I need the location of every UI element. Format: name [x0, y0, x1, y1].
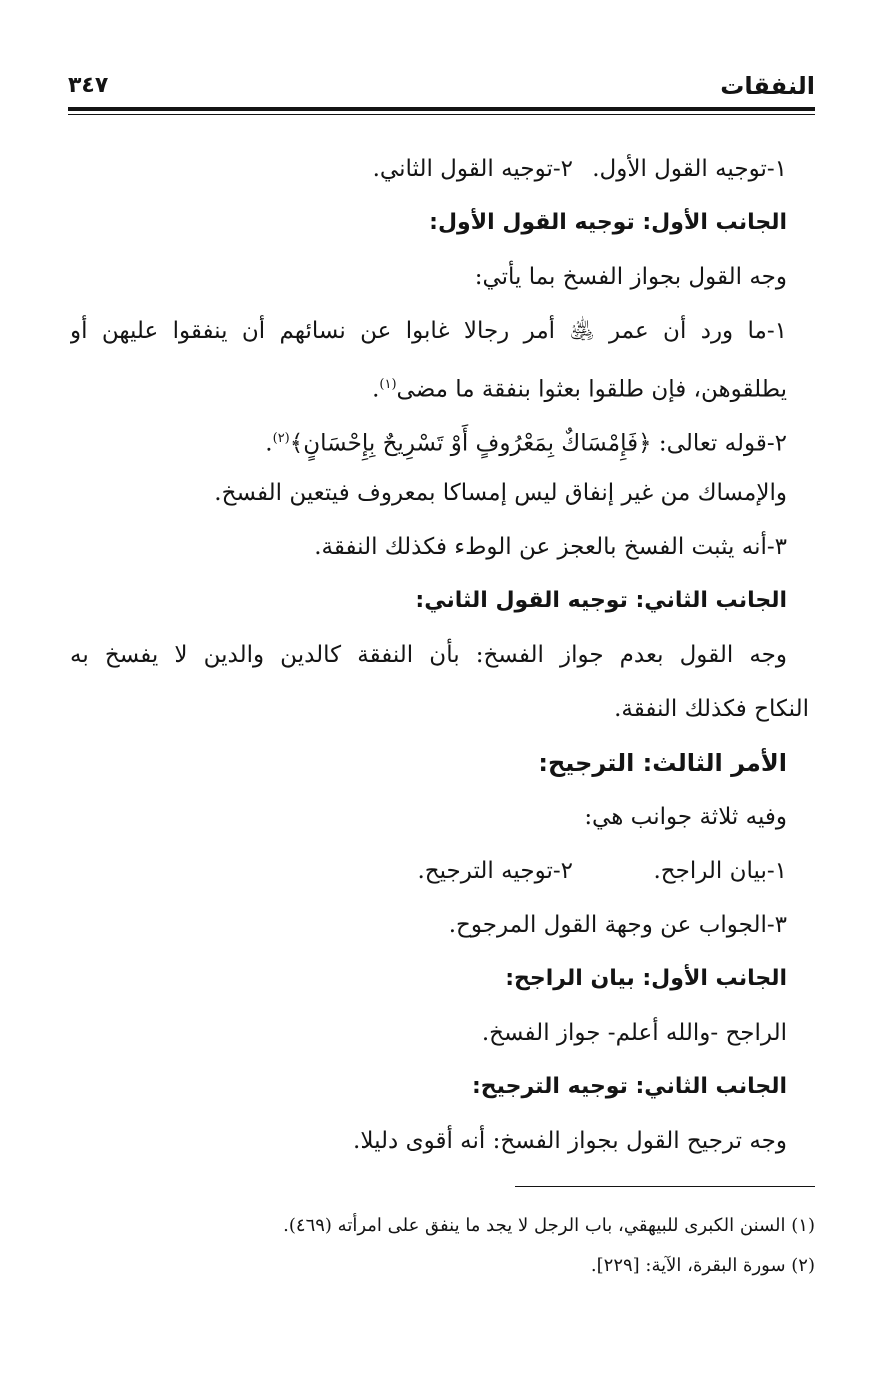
- running-header: [68, 70, 815, 104]
- paragraph-line: [70, 358, 787, 412]
- header-rule-thick: [68, 107, 815, 111]
- quran-quote: ٢-قوله تعالى: ﴿فَإِمْسَاكٌ بِمَعْرُوفٍ أَوْ تَسْرِيحٌ بِإِحْسَانٍ﴾: [289, 430, 787, 457]
- punctuation: .: [265, 430, 273, 457]
- chapter-title: النفقات: [720, 72, 815, 100]
- paragraph-line: الراجح -والله أعلم- جواز الفسخ.: [481, 1020, 787, 1046]
- paragraph-line: ١-ما ورد أن عمر ﵁ أمر رجالا غابوا عن نسائهم أن ينفقوا عليهن أو: [70, 318, 787, 344]
- paragraph-line: [70, 412, 787, 466]
- section-heading: الجانب الثاني: توجيه الترجيح:: [472, 1074, 787, 1099]
- footnote: (٢) سورة البقرة، الآية: [٢٢٩].: [590, 1255, 815, 1276]
- paragraph-line: وجه ترجيح القول بجواز الفسخ: أنه أقوى دليلا.: [353, 1128, 787, 1154]
- section-heading: الجانب الأول: توجيه القول الأول:: [429, 210, 787, 235]
- paragraph-line: ٣-أنه يثبت الفسخ بالعجز عن الوطء فكذلك النفقة.: [314, 534, 787, 560]
- header-rule-thin: [68, 114, 815, 115]
- section-heading: الجانب الأول: بيان الراجح:: [505, 966, 787, 991]
- list-item: ١-بيان الراجح.: [653, 858, 787, 884]
- list-item: ٣-الجواب عن وجهة القول المرجوح.: [448, 912, 787, 938]
- footnote-separator: [515, 1186, 815, 1187]
- footnote-ref: (٢): [272, 431, 290, 446]
- paragraph-line: النكاح فكذلك النفقة.: [614, 696, 809, 722]
- list-item: ١-توجيه القول الأول.: [592, 156, 787, 182]
- main-text: [70, 142, 809, 1168]
- paragraph-line: وجه القول بجواز الفسخ بما يأتي:: [474, 264, 787, 290]
- punctuation: .: [372, 376, 380, 403]
- footnote: (١) السنن الكبرى للبيهقي، باب الرجل لا يجد ما ينفق على امرأته (٤٦٩).: [283, 1215, 815, 1236]
- paragraph-line: والإمساك من غير إنفاق ليس إمساكا بمعروف فيتعين الفسخ.: [214, 480, 787, 506]
- page-number: ٣٤٧: [68, 73, 109, 98]
- footnote-ref: (١): [379, 377, 397, 392]
- paragraph-line: وفيه ثلاثة جوانب هي:: [584, 804, 787, 830]
- main-heading: الأمر الثالث: الترجيح:: [538, 749, 787, 777]
- list-item: ٢-توجيه الترجيح.: [417, 858, 573, 884]
- list-item: ٢-توجيه القول الثاني.: [372, 156, 573, 182]
- paragraph-text: يطلقوهن، فإن طلقوا بعثوا بنفقة ما مضى: [396, 376, 787, 403]
- paragraph-line: وجه القول بعدم جواز الفسخ: بأن النفقة كالدين والدين لا يفسخ به: [70, 642, 787, 668]
- list-line: [70, 142, 787, 196]
- section-heading: الجانب الثاني: توجيه القول الثاني:: [415, 588, 787, 613]
- footnotes: [200, 1206, 815, 1286]
- list-line: [70, 844, 787, 898]
